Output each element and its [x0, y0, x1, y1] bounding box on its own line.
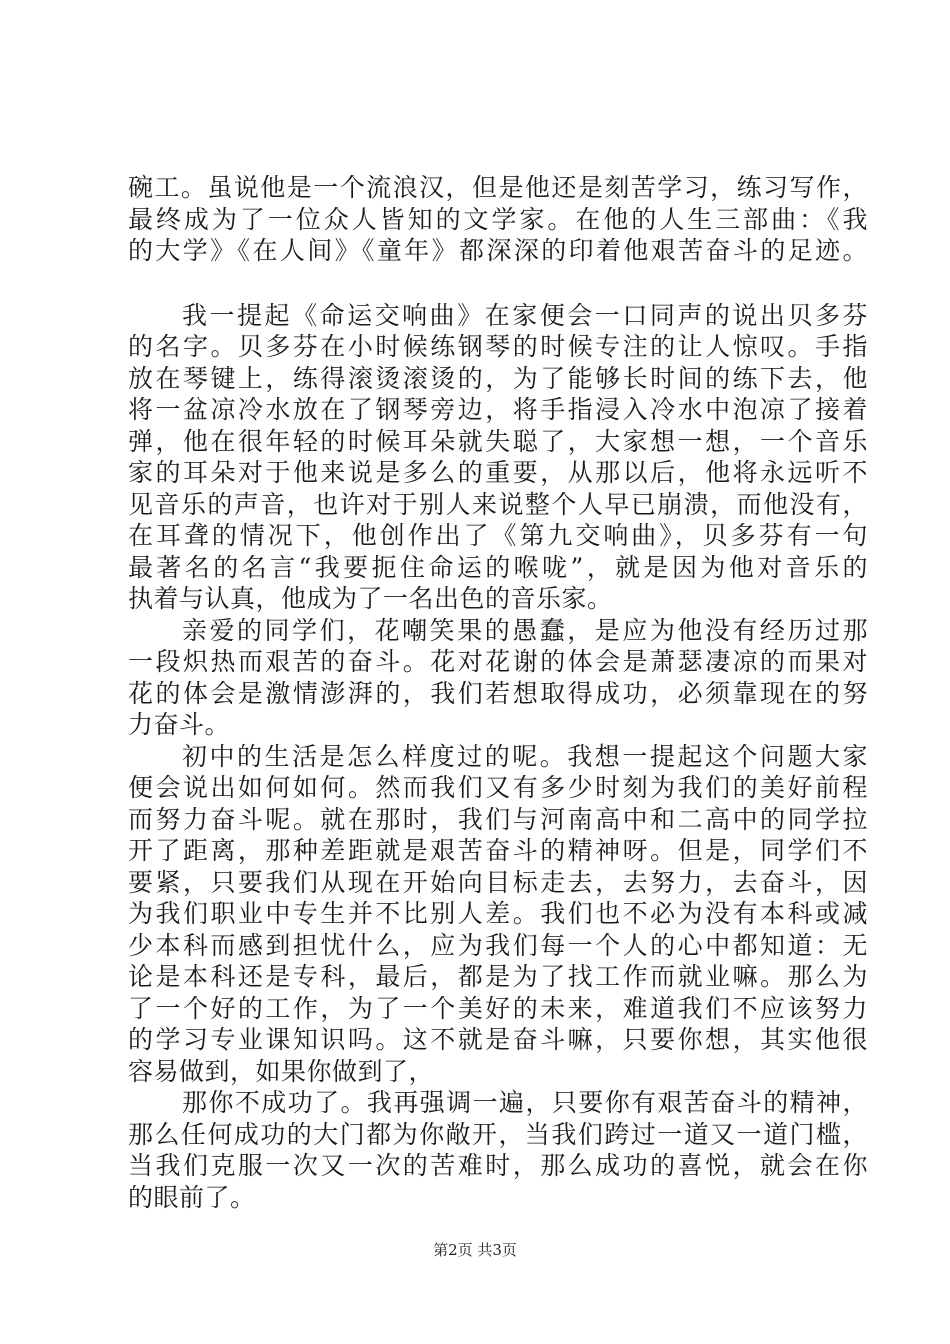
text-line: 那你不成功了。我再强调一遍，只要你有艰苦奋斗的精神， — [182, 1088, 868, 1117]
text-line: 力奋斗。 — [128, 710, 231, 739]
text-line: 当我们克服一次又一次的苦难时，那么成功的喜悦，就会在你 — [128, 1151, 868, 1180]
text-line: 为我们职业中专生并不比别人差。我们也不必为没有本科或减 — [128, 899, 868, 928]
text-line: 在耳聋的情况下，他创作出了《第九交响曲》，贝多芬有一句 — [128, 521, 868, 550]
text-line: 我一提起《命运交响曲》在家便会一口同声的说出贝多芬 — [182, 300, 868, 330]
text-line: 弹，他在很年轻的时候耳朵就失聪了，大家想一想，一个音乐 — [128, 426, 868, 456]
text-line: 开了距离，那种差距就是艰苦奋斗的精神呀。但是，同学们不 — [128, 836, 868, 865]
paragraph — [128, 741, 868, 1088]
text-line: 了一个好的工作，为了一个美好的未来，难道我们不应该努力 — [128, 993, 868, 1023]
text-line: 要紧，只要我们从现在开始向目标走去，去努力，去奋斗，因 — [128, 867, 868, 897]
text-line: 花的体会是激情澎湃的，我们若想取得成功，必须靠现在的努 — [128, 678, 868, 708]
text-line: 论是本科还是专科，最后，都是为了找工作而就业嘛。那么为 — [128, 962, 868, 991]
text-line: 少本科而感到担忧什么，应为我们每一个人的心中都知道：无 — [128, 930, 868, 960]
text-line: 碗工。虽说他是一个流浪汉，但是他还是刻苦学习，练习写作， — [128, 173, 868, 202]
paragraph-gap — [128, 267, 868, 300]
page-footer: 第2页 共3页 — [433, 1241, 517, 1259]
text-line: 而努力奋斗呢。就在那时，我们与河南高中和二高中的同学拉 — [128, 804, 868, 834]
text-line: 便会说出如何如何。然而我们又有多少时刻为我们的美好前程 — [128, 773, 868, 802]
text-line: 的学习专业课知识吗。这不就是奋斗嘛，只要你想，其实他很 — [128, 1025, 868, 1054]
text-line: 初中的生活是怎么样度过的呢。我想一提起这个问题大家 — [182, 741, 868, 771]
text-line: 放在琴键上，练得滚烫滚烫的，为了能够长时间的练下去，他 — [128, 363, 868, 393]
text-line: 最终成为了一位众人皆知的文学家。在他的人生三部曲：《我 — [128, 204, 868, 234]
text-line: 一段炽热而艰苦的奋斗。花对花谢的体会是萧瑟凄凉的而果对 — [128, 647, 868, 676]
text-line: 将一盆凉冷水放在了钢琴旁边，将手指浸入冷水中泡凉了接着 — [128, 395, 868, 424]
document-body — [128, 172, 868, 1213]
text-line: 最著名的名言“我要扼住命运的喉咙”，就是因为他对音乐的 — [128, 552, 868, 582]
text-line: 见音乐的声音，也许对于别人来说整个人早已崩溃，而他没有， — [128, 489, 868, 519]
paragraph — [128, 300, 868, 615]
paragraph — [128, 1087, 868, 1213]
text-line: 的大学》《在人间》《童年》都深深的印着他艰苦奋斗的足迹。 — [128, 236, 868, 265]
text-line: 容易做到，如果你做到了， — [128, 1056, 435, 1086]
paragraph — [128, 172, 868, 267]
text-line: 那么任何成功的大门都为你敞开，当我们跨过一道又一道门槛， — [128, 1119, 868, 1149]
text-line: 亲爱的同学们，花嘲笑果的愚蠢，是应为他没有经历过那 — [182, 615, 868, 645]
text-line: 家的耳朵对于他来说是多么的重要，从那以后，他将永远听不 — [128, 458, 868, 487]
text-line: 的名字。贝多芬在小时候练钢琴的时候专注的让人惊叹。手指 — [128, 332, 868, 361]
paragraph — [128, 615, 868, 741]
text-line: 的眼前了。 — [128, 1182, 256, 1212]
text-line: 执着与认真，他成为了一名出色的音乐家。 — [128, 584, 613, 613]
